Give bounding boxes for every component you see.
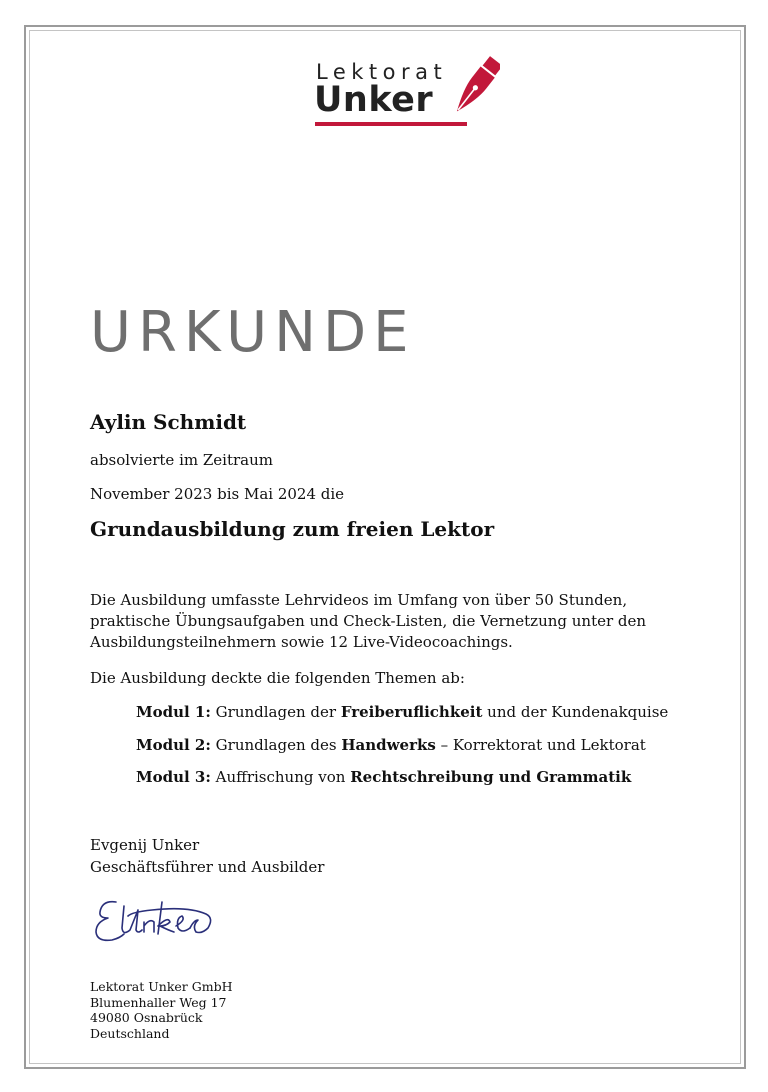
signer-name: Evgenij Unker [90,836,200,854]
module-highlight: Handwerks [341,736,436,754]
recipient-name: Aylin Schmidt [90,410,247,434]
module-label: Modul 2: [136,736,211,754]
company-address [90,979,233,1041]
certificate-title: URKUNDE [90,300,416,365]
description-line: Ausbildungsteilnehmern sowie 12 Live-Videocoachings. [90,633,513,651]
address-city: 49080 Osnabrück [90,1010,203,1025]
module-text: und der Kundenakquise [482,703,669,721]
description-line: Die Ausbildung umfasste Lehrvideos im Umfang von über 50 Stunden, [90,591,628,609]
description-paragraph [90,590,690,653]
module-1 [136,703,668,721]
module-label: Modul 1: [136,703,211,721]
logo-underline [315,122,467,126]
topics-intro: Die Ausbildung deckte die folgenden Themen ab: [90,669,465,687]
address-country: Deutschland [90,1025,170,1041]
module-text: – Korrektorat und Lektorat [435,736,646,754]
module-label: Modul 3: [136,768,211,786]
module-text: Grundlagen des [210,736,342,754]
address-street: Blumenhaller Weg 17 [90,994,227,1010]
module-3 [136,768,631,786]
logo-line2: Unker [314,80,434,120]
module-2 [136,736,646,754]
module-highlight: Rechtschreibung und Grammatik [350,768,632,786]
logo-line1: Lektorat [316,60,448,84]
module-highlight: Freiberuflichkeit [340,703,483,721]
module-text: Auffrischung von [210,768,351,786]
company-logo [312,52,502,130]
period-intro: absolvierte im Zeitraum [90,451,273,469]
course-title: Grundausbildung zum freien Lektor [90,517,495,541]
handwritten-signature [88,888,228,948]
description-line: praktische Übungsaufgaben und Check-Listen, die Vernetzung unter den [90,612,647,630]
address-company: Lektorat Unker GmbH [90,979,233,994]
period-text: November 2023 bis Mai 2024 die [90,485,345,503]
fountain-pen-nib-icon [452,52,500,122]
signer-role: Geschäftsführer und Ausbilder [90,858,325,876]
module-text: Grundlagen der [210,703,341,721]
